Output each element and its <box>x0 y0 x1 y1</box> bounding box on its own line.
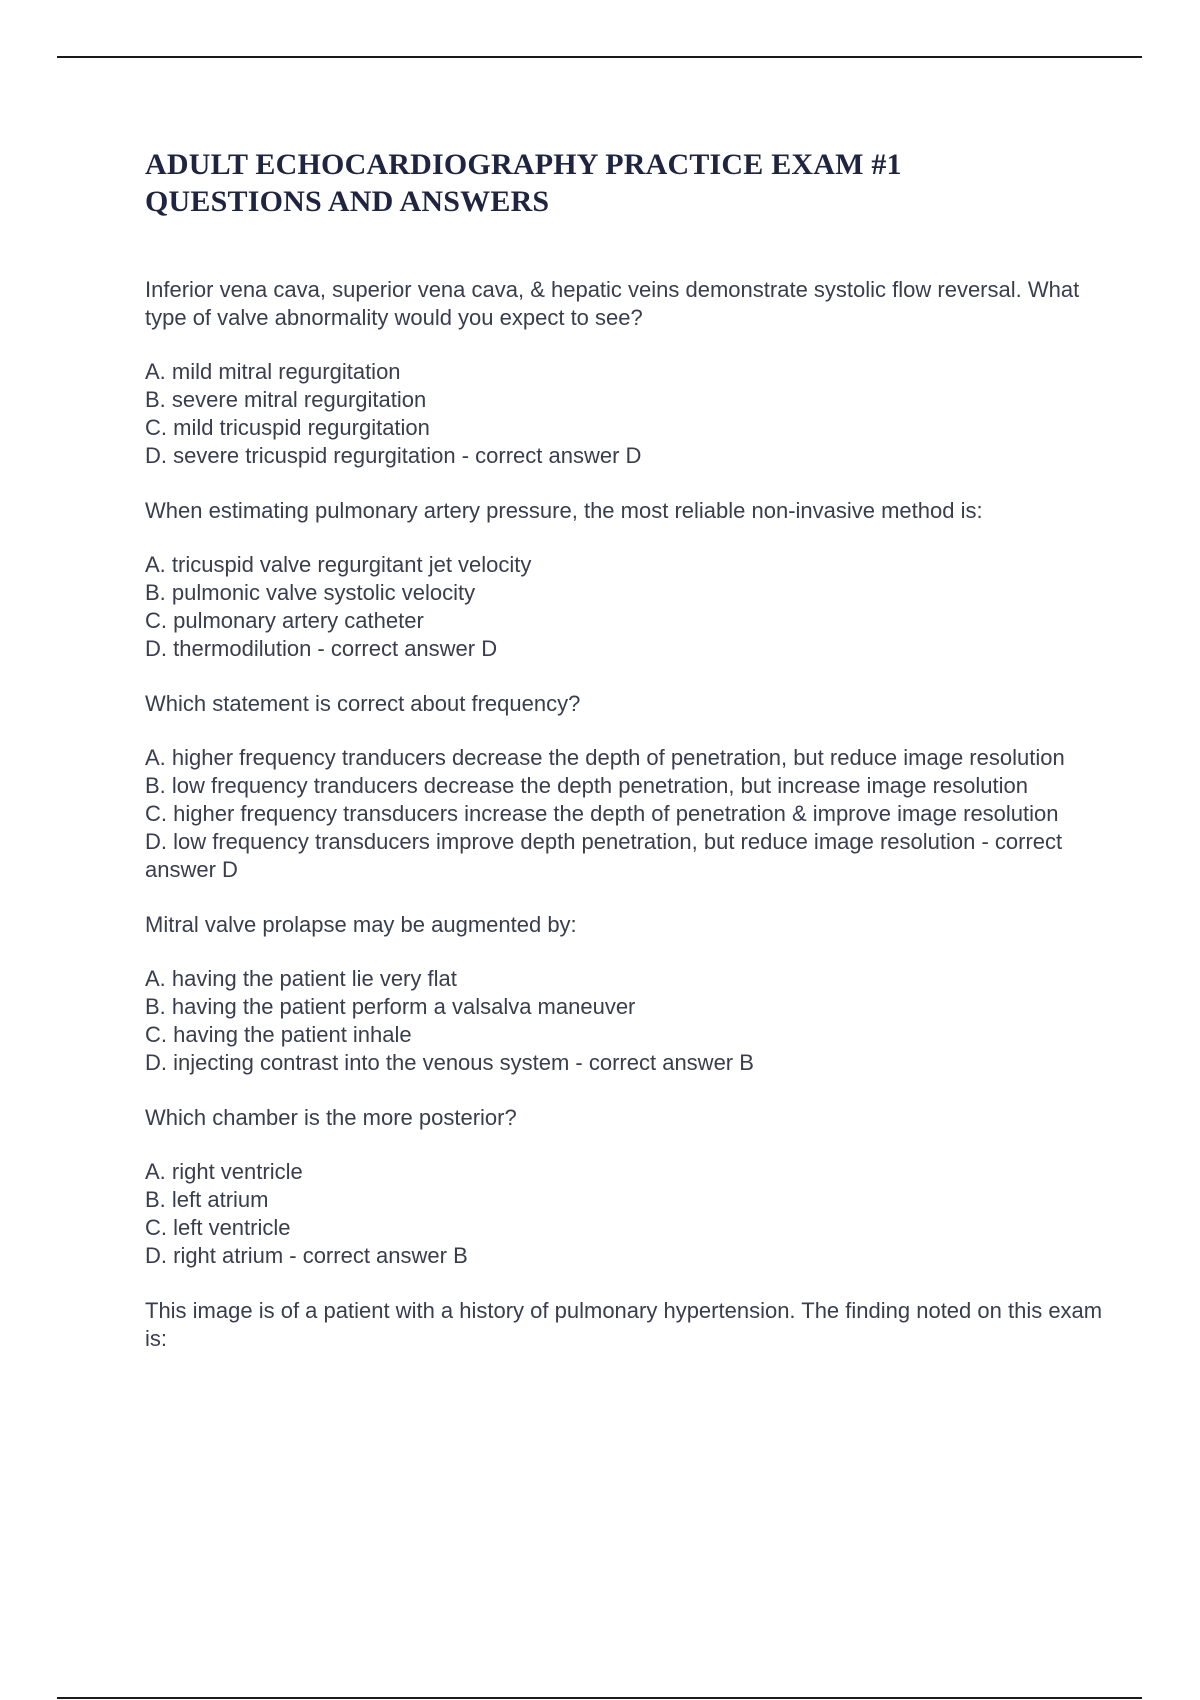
option-b: B. left atrium <box>145 1187 269 1212</box>
option-c: C. left ventricle <box>145 1215 291 1240</box>
option-c: C. pulmonary artery catheter <box>145 608 424 633</box>
document-title <box>145 146 1105 220</box>
question-block-6 <box>145 1297 1105 1353</box>
answer-options <box>145 965 1105 1077</box>
question-text: This image is of a patient with a history of pulmonary hypertension. The finding noted on this exam is: <box>145 1298 1103 1351</box>
question-block-2 <box>145 497 1105 663</box>
option-d: D. injecting contrast into the venous system - correct answer B <box>145 1050 754 1075</box>
page-content <box>145 146 1105 1380</box>
title-line-1: ADULT ECHOCARDIOGRAPHY PRACTICE EXAM #1 <box>145 148 902 181</box>
question-block-1 <box>145 276 1105 470</box>
option-c: C. higher frequency transducers increase the depth of penetration & improve image resolution <box>145 801 1059 826</box>
option-d: D. severe tricuspid regurgitation - correct answer D <box>145 443 642 468</box>
option-d: D. right atrium - correct answer B <box>145 1243 468 1268</box>
option-c: C. mild tricuspid regurgitation <box>145 415 430 440</box>
top-rule <box>57 56 1142 58</box>
option-a: A. having the patient lie very flat <box>145 966 457 991</box>
question-text: When estimating pulmonary artery pressure, the most reliable non-invasive method is: <box>145 498 983 523</box>
option-a: A. right ventricle <box>145 1159 303 1184</box>
answer-options <box>145 358 1105 470</box>
title-line-2: QUESTIONS AND ANSWERS <box>145 185 550 218</box>
option-b: B. severe mitral regurgitation <box>145 387 427 412</box>
answer-options <box>145 551 1105 663</box>
question-text: Which chamber is the more posterior? <box>145 1105 517 1130</box>
question-list <box>145 276 1105 1353</box>
option-b: B. low frequency tranducers decrease the depth penetration, but increase image resolution <box>145 773 1028 798</box>
option-d: D. low frequency transducers improve depth penetration, but reduce image resolution - correct answer D <box>145 829 1063 882</box>
question-block-3 <box>145 690 1105 884</box>
option-b: B. having the patient perform a valsalva maneuver <box>145 994 636 1019</box>
option-b: B. pulmonic valve systolic velocity <box>145 580 476 605</box>
question-text: Inferior vena cava, superior vena cava, & hepatic veins demonstrate systolic flow reversal. What type of valve abnormality would you expect to see? <box>145 277 1080 330</box>
option-a: A. tricuspid valve regurgitant jet velocity <box>145 552 532 577</box>
answer-options <box>145 1158 1105 1270</box>
bottom-rule <box>57 1697 1142 1699</box>
option-d: D. thermodilution - correct answer D <box>145 636 498 661</box>
question-block-4 <box>145 911 1105 1077</box>
option-a: A. mild mitral regurgitation <box>145 359 401 384</box>
answer-options <box>145 744 1105 884</box>
option-c: C. having the patient inhale <box>145 1022 412 1047</box>
question-block-5 <box>145 1104 1105 1270</box>
question-text: Which statement is correct about frequency? <box>145 691 581 716</box>
option-a: A. higher frequency tranducers decrease the depth of penetration, but reduce image resolution <box>145 745 1065 770</box>
question-text: Mitral valve prolapse may be augmented by: <box>145 912 577 937</box>
